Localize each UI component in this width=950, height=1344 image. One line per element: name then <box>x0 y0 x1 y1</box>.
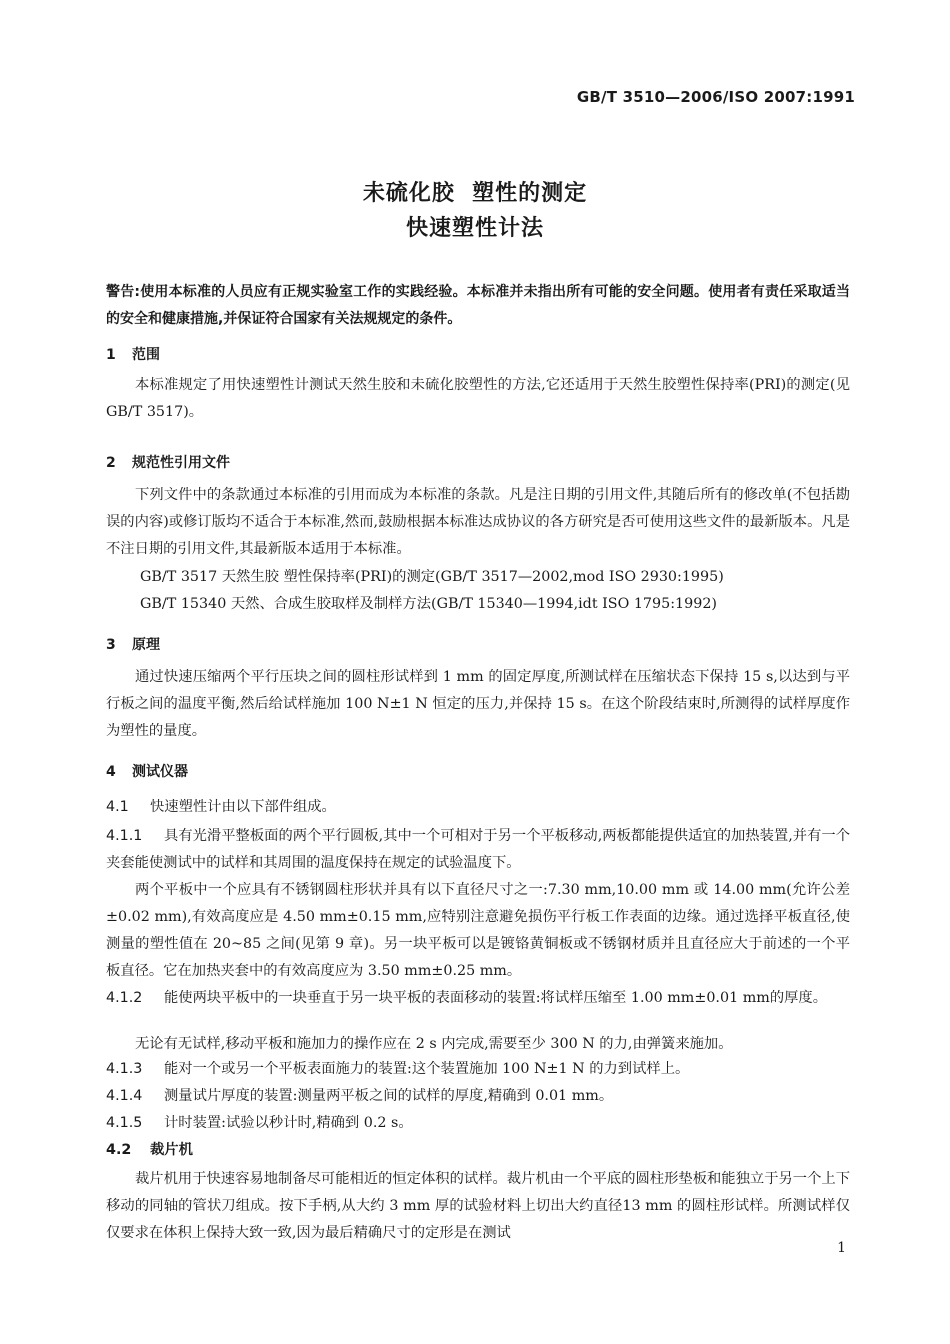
clause-4-2-paragraph: 裁片机用于快速容易地制备尽可能相近的恒定体积的试样。裁片机由一个平底的圆柱形垫板和能独立于另一个上下移动的同轴的管状刀组成。按下手柄,从大约 3 mm 厚的试验材料上切出大约直径13 mm 的圆柱形试样。所测试样仅仅要求在体积上保持大致一致,因为最后精确尺寸的定形是在测试 <box>106 1171 850 1241</box>
document-title-line1: 未硫化胶 塑性的测定 <box>362 181 588 206</box>
section-2-heading <box>106 452 230 472</box>
section-title: 范围 <box>132 347 160 363</box>
clause-4-1-4 <box>106 1085 613 1105</box>
clause-4-1-5 <box>106 1112 413 1132</box>
clause-4-1-3 <box>106 1058 689 1078</box>
clause-4-1 <box>106 796 336 816</box>
clause-number: 4.2 <box>106 1142 132 1158</box>
section-3-heading <box>106 634 160 654</box>
clause-number: 4.1 <box>106 799 129 815</box>
clause-title: 裁片机 <box>150 1142 193 1158</box>
section-number: 4 <box>106 764 116 780</box>
reference-item: GB/T 3517 天然生胶 塑性保持率(PRI)的测定(GB/T 3517—2002,mod ISO 2930:1995) <box>140 569 724 585</box>
section-1-text: 本标准规定了用快速塑性计测试天然生胶和未硫化胶塑性的方法,它还适用于天然生胶塑性保持率(PRI)的测定(见 GB/T 3517)。 <box>106 377 850 420</box>
section-3-text: 通过快速压缩两个平行压块之间的圆柱形试样到 1 mm 的固定厚度,所测试样在压缩状态下保持 15 s,以达到与平行板之间的温度平衡,然后给试样施加 100 N±1 N 恒定的压力,并保持 15 s。在这个阶段结束时,所测得的试样厚度作为塑性的量度。 <box>106 669 850 739</box>
section-1-heading <box>106 344 160 364</box>
document-title-line2: 快速塑性计法 <box>405 216 544 241</box>
clause-text: 能对一个或另一个平板表面施力的装置:这个装置施加 100 N±1 N 的力到试样上。 <box>164 1061 690 1077</box>
clause-text: 能使两块平板中的一块垂直于另一块平板的表面移动的装置:将试样压缩至 1.00 mm±0.01 mm的厚度。 <box>164 990 828 1006</box>
clause-4-1-2 <box>106 985 850 1012</box>
clause-4-1-1 <box>106 823 850 877</box>
section-title: 规范性引用文件 <box>132 455 230 471</box>
warning-paragraph: 警告:使用本标准的人员应有正规实验室工作的实践经验。本标准并未指出所有可能的安全问题。使用者有责任采取适当的安全和健康措施,并保证符合国家有关法规规定的条件。 <box>106 284 850 327</box>
section-number: 1 <box>106 347 116 363</box>
clause-text: 具有光滑平整板面的两个平行圆板,其中一个可相对于另一个平板移动,两板都能提供适宜的加热装置,并有一个夹套能使测试中的试样和其周围的温度保持在规定的试验温度下。 <box>106 828 850 871</box>
clause-number: 4.1.5 <box>106 1115 143 1131</box>
clause-number: 4.1.2 <box>106 990 143 1006</box>
section-number: 2 <box>106 455 116 471</box>
clause-text: 测量试片厚度的装置:测量两平板之间的试样的厚度,精确到 0.01 mm。 <box>164 1088 614 1104</box>
clause-4-2 <box>106 1139 193 1159</box>
section-title: 测试仪器 <box>132 764 188 780</box>
clause-number: 4.1.1 <box>106 828 143 844</box>
clause-4-1-2-paragraph: 无论有无试样,移动平板和施加力的操作应在 2 s 内完成,需要至少 300 N 的力,由弹簧来施加。 <box>135 1036 733 1052</box>
section-title: 原理 <box>132 637 160 653</box>
reference-item: GB/T 15340 天然、合成生胶取样及制样方法(GB/T 15340—1994,idt ISO 1795:1992) <box>140 596 717 612</box>
clause-number: 4.1.3 <box>106 1061 143 1077</box>
clause-text: 快速塑性计由以下部件组成。 <box>150 799 336 815</box>
clause-4-1-1-paragraph: 两个平板中一个应具有不锈钢圆柱形状并具有以下直径尺寸之一:7.30 mm,10.00 mm 或 14.00 mm(允许公差±0.02 mm),有效高度应是 4.50 mm±0.15 mm,应特别注意避免损伤平行板工作表面的边缘。通过选择平板直径,使测量的塑性值在 20~85 之间(见第 9 章)。另一块平板可以是镀铬黄铜板或不锈钢材质并且直径应大于前述的一个平板直径。它在加热夹套中的有效高度应为 3.50 mm±0.25 mm。 <box>106 882 850 979</box>
section-2-text: 下列文件中的条款通过本标准的引用而成为本标准的条款。凡是注日期的引用文件,其随后所有的修改单(不包括勘误的内容)或修订版均不适合于本标准,然而,鼓励根据本标准达成协议的各方研究是否可使用这些文件的最新版本。凡是不注日期的引用文件,其最新版本适用于本标准。 <box>106 487 850 557</box>
section-4-heading <box>106 761 188 781</box>
clause-number: 4.1.4 <box>106 1088 143 1104</box>
standard-number: GB/T 3510—2006/ISO 2007:1991 <box>576 88 855 106</box>
clause-text: 计时装置:试验以秒计时,精确到 0.2 s。 <box>164 1115 413 1131</box>
section-number: 3 <box>106 637 116 653</box>
page-number: 1 <box>837 1240 846 1256</box>
